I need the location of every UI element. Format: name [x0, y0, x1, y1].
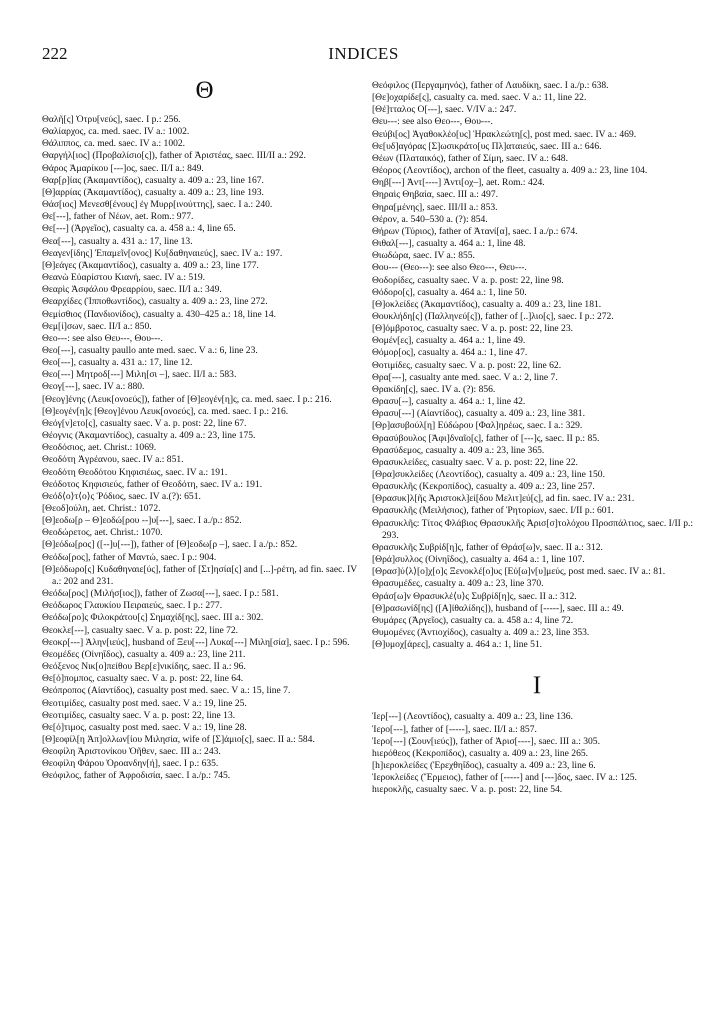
section-letter-theta: Θ: [195, 77, 214, 104]
index-entry: Θεο[---] Μητροδ[---] Μιλη[σι –], saec. II/I a.: 583.: [42, 369, 237, 381]
index-entry: Θεόδωρος Γλαυκίου Πειραιεύς, saec. I p.: 277.: [42, 600, 223, 612]
index-entry: Θεομέδες (Οἰνηΐδος), casualty a. 409 a.: 23, line 211.: [42, 648, 246, 660]
index-entry: Θρασύδεμος, casualty a. 409 a.: 23, line 365.: [372, 444, 545, 456]
index-entry: [Θ]εάγες (Ἀκαμαντίδος), casualty a. 409 a.: 23, line 177.: [42, 259, 259, 271]
right-entry-list-iota: [372, 711, 702, 796]
index-entry: Θαλῆ[ς] Ὀτρυ[νεύς], saec. I p.: 256.: [42, 114, 181, 125]
index-entry: Θρασυκλῆς Συβρίδ[η]ς, father of Θράσ[ω]ν, saec. II a.: 312.: [372, 541, 603, 553]
index-entry: Θόδορο[ς], casualty a. 464 a.: 1, line 50.: [372, 286, 527, 298]
index-entry: [Θ]εόδω[ρος] ([--]υ[---]), father of [Θ]εοδω[ρ –], saec. I a./p.: 852.: [42, 539, 298, 551]
index-entry: Θεμ[ί]σων, saec. II/I a.: 850.: [42, 320, 152, 332]
index-entry: Θέορος (Λεοντίδος), archon of the fleet, casualty a. 409 a.: 23, line 104.: [372, 165, 648, 177]
left-entry-list: [42, 114, 367, 783]
index-entry: Θοτιμίδες, casualty saec. V a. p. post: 22, line 62.: [372, 359, 562, 371]
index-entry: [Θέ]τταλος Ο[---], saec. V/IV a.: 247.: [372, 104, 517, 116]
index-entry: Θεα[---], casualty a. 431 a.: 17, line 13.: [42, 235, 193, 247]
index-entry: Θαλίαρχος, ca. med. saec. IV a.: 1002.: [42, 126, 190, 138]
index-entry: [Θ]εοδω[ρ – Θ]εοδώ[ρου --]υ[---], saec. I a./p.: 852.: [42, 515, 242, 527]
index-entry: [Θρ]ασυβούλ[η] Εὐδώρου [Φαλ]ηρέως, saec. I a.: 329.: [372, 420, 583, 432]
index-entry: Ἱερ[---] (Λεοντίδος), casualty a. 409 a.: 23, line 136.: [372, 711, 573, 723]
index-entry: [Θεογ]ένης (Λευκ[ονοεύς]), father of [Θ]εογέν[η]ς, ca. med. saec. I p.: 216.: [42, 393, 332, 405]
index-entry: [Θρασυκ]λ[ῆς Ἀριστοκλ]εί[δου Μελιτ]εύ[ς], ad fin. saec. IV a.: 231.: [372, 493, 635, 505]
index-entry: Θεοδότη Θεοδότου Κηφισιέως, saec. IV a.: 191.: [42, 466, 228, 478]
index-entry: Θε[---], father of Νέων, aet. Rom.: 977.: [42, 211, 194, 223]
index-entry: Θοδορίδες, casualty saec. V a. p. post: 22, line 98.: [372, 274, 564, 286]
index-entry: Θεοδώρετος, aet. Christ.: 1070.: [42, 527, 163, 539]
index-entry: Θεαγεν[ίδης] Ἐπαμεῖν[ονος] Κυ[δαθηναιεύς], saec. IV a.: 197.: [42, 247, 283, 259]
index-entry: Θάλιππος, ca. med. saec. IV a.: 1002.: [42, 138, 186, 150]
index-entry: Θέων (Πλαταικός), father of Σίμη, saec. IV a.: 648.: [372, 152, 568, 164]
index-entry: [Θε]οχαρίδε[ς], casualty ca. med. saec. V a.: 11, line 22.: [372, 92, 587, 104]
index-entry: Θεανὼ Εὐαρίστου Κιανή, saec. IV a.: 519.: [42, 272, 206, 284]
index-entry: [Θ]αρρίας (Ἀκαμαντίδος), casualty a. 409 a.: 23, line 193.: [42, 186, 264, 198]
index-entry: Θράσ[ω]ν Θρασυκλέ⟨υ⟩ς Συβρίδ[η]ς, saec. II a.: 312.: [372, 590, 577, 602]
index-entry: Θρασυμέδες, casualty a. 409 a.: 23, line 370.: [372, 578, 544, 590]
index-entry: Θομέν[ες], casualty a. 464 a.: 1, line 49.: [372, 335, 526, 347]
index-entry: Θηραὶς Θηβαία, saec. III a.: 497.: [372, 189, 498, 201]
index-entry: Θρασυ[---] (Αἰαντίδος), casualty a. 409 a.: 23, line 381.: [372, 408, 585, 420]
index-entry: Θεογ[---], saec. IV a.: 880.: [42, 381, 145, 393]
index-entry: Θεόδω[ρος], father of Μαντώ, saec. I p.: 904.: [42, 551, 217, 563]
index-entry: Θιωδώρα, saec. IV a.: 855.: [372, 250, 475, 262]
index-entry: Θεαρχίδες (Ἱπποθωντίδος), casualty a. 409 a.: 23, line 272.: [42, 296, 268, 308]
index-entry: Θεόξενος Νικ[ο]πείθου Βερ[ε]νικίδης, saec. II a.: 96.: [42, 661, 246, 673]
index-entry: Θεοκρ[---] Ἀλην[ιεύς], husband of Ξευ[---] Λυκα[---] Μιλη[σία], saec. I p.: 596.: [42, 636, 350, 648]
index-entry: [Θ]εοφίλ[η Ἀπ]ολλων[ίου Μιλησία, wife of [Σ]άμιο[ς], saec. II a.: 584.: [42, 733, 315, 745]
left-column: [42, 76, 367, 783]
index-entry: [Θ]υμοχ[άρες], casualty a. 464 a.: 1, line 51.: [372, 639, 543, 651]
index-entry: [Θ]εογέν[η]ς [Θεογ]ένου Λευκ[ονοεύς], ca. med. saec. I p.: 216.: [42, 405, 289, 417]
index-entry: Θεο---: see also Θευ---, Θου---.: [42, 332, 163, 344]
index-entry: Θάσ[ιος] Μενεσθ[ένους] ἐγ Μυρρ[ινούττης], saec. I a.: 240.: [42, 199, 273, 211]
index-entry: hιεροκλῆς, casualty saec. V a. p. post: 22, line 54.: [372, 784, 563, 796]
index-entry: Θου--- (Θεο---): see also Θεο---, Θευ---.: [372, 262, 527, 274]
index-entry: Θε[ό]πομπος, casualty saec. V a. p. post: 22, line 64.: [42, 673, 244, 685]
index-entry: Θεόγ[ν]ετο[ς], casualty saec. V a. p. post: 22, line 67.: [42, 417, 247, 429]
index-entry: Θουκλήδη[ς] (Παλληνεύ[ς]), father of [..]λιο[ς], saec. I p.: 272.: [372, 310, 614, 322]
index-entry: [Θ]όμβροτος, casualty saec. V a. p. post: 22, line 23.: [372, 323, 573, 335]
index-entry: Θεόδω[ρο]ς Φιλοκράτου[ς] Σημαχίδ[ης], saec. III a.: 302.: [42, 612, 264, 624]
index-entry: Θαρ[ρ]ίας (Ἀκαμαντίδος), casualty a. 409 a.: 23, line 167.: [42, 174, 264, 186]
index-entry: [Θ]εόδωρο[ς] Κυδαθηναιε[ύς], father of [Στ]ησία[ς] and [...]-ρέτη, ad fin. saec. IV a.: 202 and 231.: [42, 563, 358, 587]
index-entry: Θεοδότη Ἀγρέανου, saec. IV a.: 851.: [42, 454, 184, 466]
right-entry-list-theta: [372, 80, 702, 651]
index-entry: Θεόδ⟨ο⟩τ⟨ο⟩ς Ῥόδιος, saec. IV a.(?): 651.: [42, 490, 201, 502]
index-entry: Θόμορ[ος], casualty a. 464 a.: 1, line 47.: [372, 347, 528, 359]
index-entry: Θευ---: see also Θεο---, Θου---.: [372, 116, 493, 128]
index-entry: Θάρος Ἀμαρίκου [---]ος, saec. II/I a.: 849.: [42, 162, 204, 174]
index-entry: [h]ιεροκλείδες (Ἐρεχθηΐδος), casualty a. 409 a.: 23, line 6.: [372, 759, 596, 771]
index-entry: Θεόφιλος, father of Ἀφροδισία, saec. I a./p.: 745.: [42, 770, 231, 782]
index-entry: Θεόδοτος Κηφισιεύς, father of Θεοδότη, saec. IV a.: 191.: [42, 478, 263, 490]
index-entry: Θρασυκλῆς (Μειλήσιος), father of Ῥητορίων, saec. I/II p.: 601.: [372, 505, 614, 517]
index-entry: Θέρον, a. 540–530 a. (?): 854.: [372, 213, 488, 225]
index-entry: Θεοτιμίδες, casualty post med. saec. V a.: 19, line 25.: [42, 697, 247, 709]
index-entry: Θε[υδ]αγόρας [Σ]ωσικράτο[υς Πλ]αταιεύς, saec. III a.: 646.: [372, 140, 602, 152]
page-header: [42, 44, 685, 64]
index-entry: Θιθαλ[---], casualty a. 464 a.: 1, line 48.: [372, 238, 526, 250]
right-column: [372, 80, 702, 796]
page-number: 222: [42, 44, 68, 63]
index-entry: Θε[ό]τιμος, casualty post med. saec. V a.: 19, line 28.: [42, 721, 247, 733]
index-entry: Θεμίσθιος (Πανδιονίδος), casualty a. 430–425 a.: 18, line 14.: [42, 308, 277, 320]
index-entry: Ἱερο[---] (Σουν[ιεύς]), father of Ἀρισ[----], saec. III a.: 305.: [372, 735, 600, 747]
index-entry: Θεο[---], casualty a. 431 a.: 17, line 12.: [42, 357, 193, 369]
index-entry: Θεοτιμίδες, casualty saec. V a. p. post: 22, line 13.: [42, 709, 236, 721]
index-entry: Θρα[---], casualty ante med. saec. V a.: 2, line 7.: [372, 371, 558, 383]
index-entry: Θρασυ[--], casualty a. 464 a.: 1, line 42.: [372, 396, 526, 408]
page-title: INDICES: [328, 44, 399, 63]
index-entry: Θρασυκλείδες, casualty saec. V a. p. post: 22, line 22.: [372, 456, 578, 468]
index-entry: Θρασυκλῆς: Τίτος Φλάβιος Θρασυκλῆς Ἀρισ[σ]τολόχου Προσπάλτιος, saec. I/II p.: 293.: [372, 517, 694, 541]
index-entry: Θεόφιλος (Περγαμηνός), father of Λαυδίκη, saec. I a./p.: 638.: [372, 80, 609, 91]
index-entry: Θήρων (Τύριος), father of Ἀτανί[α], saec. I a./p.: 674.: [372, 225, 578, 237]
index-entry: Θεοκλε[---], casualty saec. V a. p. post: 22, line 72.: [42, 624, 239, 636]
index-entry: Θέογνις (Ἀκαμαντίδος), casualty a. 409 a.: 23, line 175.: [42, 430, 256, 442]
index-entry: [Θρα]συκλείδες (Λεοντίδος), casualty a. 409 a.: 23, line 150.: [372, 469, 605, 480]
index-entry: Θεο[---], casualty paullo ante med. saec. V a.: 6, line 23.: [42, 344, 258, 356]
index-entry: [Θρά]συλλος (Οἰνηΐδος), casualty a. 464 a.: 1, line 107.: [372, 554, 585, 566]
index-entry: [Θρασ]ύ⟨λ⟩[ο]χ[ο]ς Ξενοκλέ[ο]υς [Εὐ[ω]ν[υ]μεύς, post med. saec. IV a.: 81.: [372, 566, 666, 578]
index-entry: Θε[---] (Ἀργεῖος), casualty ca. a. 458 a.: 4, line 65.: [42, 223, 236, 235]
index-entry: Θεαρὶς Ἀσφάλου Φρεαρρίου, saec. II/I a.: 349.: [42, 284, 222, 296]
index-entry: Θηβ[---] Ἀντ[----] Ἀντι[οχ–], aet. Rom.: 424.: [372, 177, 545, 189]
index-entry: Θηρα[μένης], saec. III/II a.: 853.: [372, 201, 498, 213]
index-entry: Θρασύβουλος [Ἀφι]δναῖο[ς], father of [---]ς, saec. II p.: 85.: [372, 432, 600, 444]
index-entry: Ἱεροκλείδες (Ἕρμειος), father of [-----] and [---]δος, saec. IV a.: 125.: [372, 772, 637, 784]
index-entry: Θρασυκλῆς (Κεκροπίδος), casualty a. 409 a.: 23, line 257.: [372, 481, 595, 493]
index-entry: Θεόπροπος (Αἰαντίδος), casualty post med. saec. V a.: 15, line 7.: [42, 685, 291, 697]
index-entry: Θυμάρες (Ἀργεῖος), casualty ca. a. 458 a.: 4, line 72.: [372, 614, 574, 626]
index-entry: [Θεοδ]ούλη, aet. Christ.: 1072.: [42, 503, 161, 514]
index-entry: Θρακίδη[ς], saec. IV a. (?): 856.: [372, 383, 496, 395]
index-entry: Θαργήλ[ιος] (Προβαλίσιο[ς]), father of Ἀριστέας, saec. III/II a.: 292.: [42, 150, 306, 162]
index-entry: Θεοφίλη Ἀριστονίκου Ὀῆθεν, saec. III a.: 243.: [42, 746, 221, 758]
index-entry: Θεοδόσιος, aet. Christ.: 1069.: [42, 442, 157, 454]
index-entry: Θεοφίλη Φάρου Ὀροανδην[ή], saec. I p.: 635.: [42, 758, 219, 770]
index-entry: Θεύβι[ος] Ἀγαθοκλέο[υς] Ἡρακλεώτη[ς], post med. saec. IV a.: 469.: [372, 128, 637, 140]
index-entry: hιερόθεος (Κεκροπίδος), casualty a. 409 a.: 23, line 265.: [372, 747, 589, 759]
index-entry: Θυμομένες (Ἀντιοχίδος), casualty a. 409 a.: 23, line 353.: [372, 627, 590, 639]
index-entry: Θεόδω[ρος] (Μιλήσ[ιος]), father of Ζωσα[---], saec. I p.: 581.: [42, 588, 279, 600]
index-entry: Ἱερο[---], father of [-----], saec. II/I a.: 857.: [372, 723, 537, 735]
section-letter-iota: Ι: [532, 672, 542, 700]
index-entry: [Θ]ρασωνίδ[ης] ([Α]ἰθαλίδης]), husband of [-----], saec. III a.: 49.: [372, 602, 624, 614]
index-entry: [Θ]οκλείδες (Ἀκαμαντίδος), casualty a. 409 a.: 23, line 181.: [372, 298, 602, 310]
